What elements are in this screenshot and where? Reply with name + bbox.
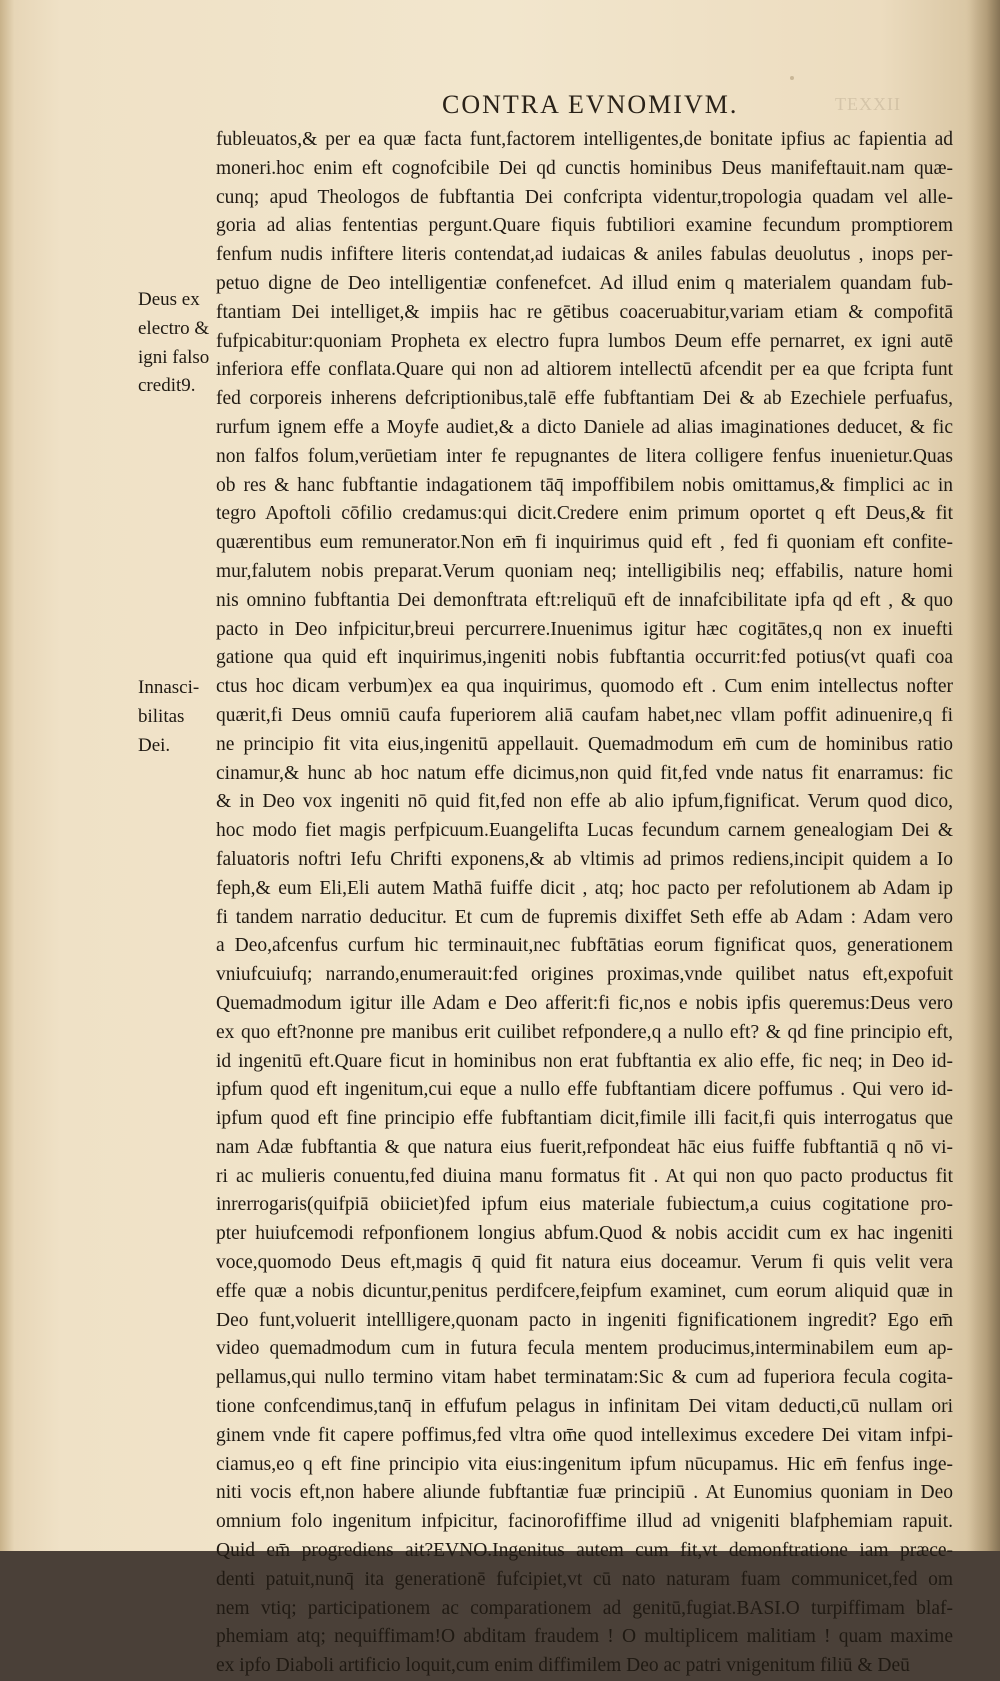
text-line: voce,quomodo Deus eft,magis q̄ quid fit natura eius doceamur. Verum fi quis velit vera [216,1252,953,1274]
text-line: inferiora effe conflata.Quare qui non ad altiorem intellectū afcendit per ea que fcripta funt [216,359,953,381]
text-line: ginem vnde fit capere poffimus,fed vltra om̄e quod intelleximus excedere Dei vitam infpi- [216,1424,953,1446]
text-line: niti vocis eft,non habere aliunde fubftantiæ fuæ principiū . At Eunomius quoniam in Deo [216,1482,953,1504]
text-line: Quid em̄ progrediens ait?EVNO.Ingenitus autem cum fit,vt demonftratione iam præce- [216,1540,953,1562]
text-line: denti patuit,nunq̄ ita generationē fufcipiet,vt cū nato naturam fuam communicet,fed om [216,1568,953,1590]
text-line: ob res & hanc fubftantie indagationem tāq̄ impoffibilem nobis omittamus,& fimplici ac in [216,474,953,496]
text-line: nam Adæ fubftantia & que natura eius fuerit,refpondeat hāc eius fuiffe fubftantiā q nō vi- [216,1136,953,1158]
text-line: vniufcuiufq; narrando,enumerauit:fed origines proximas,vnde quilibet natus eft,expofuit [216,964,953,986]
text-line: pter huiufcemodi refponfionem longius abfum.Quod & nobis accidit cum ex hac ingeniti [216,1223,953,1245]
text-line: moneri.hoc enim eft cognofcibile Dei qd cunctis hominibus Deus manifeftauit.nam quæ- [216,157,953,179]
text-line: omnium folo ingenitum infpicitur, facinorofiffime illud ad vnigeniti blafphemiam rapuit. [216,1511,953,1533]
text-line: effe quæ a nobis dicuntur,penitus perdifcere,feipfum examinet, cum eorum aliquid quæ in [216,1280,953,1302]
text-line: ri ac mulieris conuentu,fed diuina manu formatus fit . At qui non quo pacto productus fit [216,1165,953,1187]
text-line: feph,& eum Eli,Eli autem Mathā fuiffe dicit , atq; hoc pacto per refolutionem ab Adam ip [216,877,953,899]
text-line: faluatoris noftri Iefu Chrifti exponens,& ab vltimis ad primos rediens,incipit quidem a Io [216,848,953,870]
margin-note-line: credit9. [138,375,196,397]
text-line: nis omnino fubftantia Dei demonftrata eft:reliquū eft de innafcibilitate ipfa qd eft , & quo [216,589,953,611]
text-line: ipfum quod eft fine principio effe fubftantiam dicit,fimile illi facit,fi quis interrogatus que [216,1108,953,1130]
margin-note-deus-ex-electro [138,286,216,401]
text-line: ne principio fit vita eius,ingenitū appellauit. Quemadmodum em̄ cum de hominibus ratio [216,733,953,755]
text-line: cunq; apud Theologos de fubftantia Dei confcripta videntur,tropologia quadam vel alle- [216,186,953,208]
text-line: tegro Apoftoli cōfilio credamus:qui dicit.Credere enim primum oportet q eft Deus,& fit [216,503,953,525]
text-line: fi tandem narratio deducitur. Et cum de fupremis dixiffet Seth effe ab Adam : Adam vero [216,906,953,928]
text-line: tione confcendimus,tanq̄ in effufum pelagus in infinitam Dei vitam deducti,cū nullam ori [216,1396,953,1418]
text-line: id ingenitū eft.Quare ficut in hominibus non erat fubftantia ex alio effe, fic neq; in Deo id- [216,1050,953,1072]
running-head: CONTRA EVNOMIVM. [442,90,739,119]
text-line: ipfum quod eft ingenitum,cui eque a nullo effe fubftantiam dicere poffumus . Qui vero id- [216,1079,953,1101]
text-line: video quemadmodum cum in futura fecula mentem producimus,interminabilem eum ap- [216,1338,953,1360]
margin-note-line: electro & [138,317,210,339]
text-line: ftantiam Dei intelliget,& impiis hac re gētibus coaceruabitur,variam etiam & compofitā [216,301,953,323]
text-line: fufpicabitur:quoniam Propheta ex electro fupra lumbos Deum effe pernarret, ex igni autē [216,330,953,352]
text-line: petuo digne de Deo intelligentiæ confenefcet. Ad illud enim q materialem quandam fub- [216,272,953,294]
margin-note-innascibilitas [138,674,216,760]
text-line: ctus hoc dicam verbum)ex ea qua inquirimus, quomodo eft . Cum enim intellectus nofter [216,676,953,698]
text-line: & in Deo vox ingeniti nō quid fit,fed non effe ab alio ipfum,fignificat. Verum quod dico, [216,791,953,813]
text-line: rurfum ignem effe a Moyfe audiet,& a dicto Daniele ad alias imaginationes deducet, & fic [216,416,953,438]
text-line: pacto in Deo infpicitur,breui percurrere.Inuenimus igitur hæc cogitātes,q non ex inuefti [216,618,953,640]
show-through-text: TEXXII [835,94,901,114]
text-line: non falfos folum,verūetiam inter fe repugnantes de litera colligere fenfus inuenietur.Quas [216,445,953,467]
text-line: gatione qua quid eft inquirimus,ingeniti nobis fubftantia occurrit:fed potius(vt quafi coa [216,647,953,669]
text-line: nem vtiq; participationem ac comparationem ad genitū,fugiat.BASI.O turpiffimam blaf- [216,1597,953,1619]
text-line: fubleuatos,& per ea quæ facta funt,factorem intelligentes,de bonitate ipfius ac fapientia ad [216,129,953,150]
margin-note-line: bilitas [138,705,185,727]
margin-note-line: igni falso [138,346,210,368]
text-line: fenfum nudis infiftere literis contendat,ad iudaicas & aniles fabulas deuolutus , inops per- [216,244,953,266]
text-line: quærit,fi Deus omniū caufa fuperiorem aliā caufam habet,nec vllam poffit adinuenire,q fi [216,704,953,726]
text-line: ciamus,eo q eft fine principio vita eius:ingenitum ipfum nūcupamus. Hic em̄ fenfus inge- [216,1453,953,1475]
text-line: phemiam atq; nequiffimam!O abditam fraudem ! O multiplicem malitiam ! quam maxime [216,1626,953,1648]
text-line: pellamus,qui nullo termino vitam habet terminatam:Sic & cum ad fuperiora fecula cogita- [216,1367,953,1389]
text-line: quærentibus eum remunerator.Non em̄ fi inquirimus quid eft , fed fi quoniam eft confite- [216,532,953,554]
text-line: ex quo eft?nonne pre manibus erit cuilibet refpondere,q a nullo eft? & qd fine principio eft, [216,1021,953,1043]
text-line: hoc modo fiet magis perfpicuum.Euangelifta Lucas fecundum carnem genealogiam Dei & [216,820,953,842]
text-line: inrerrogaris(quifpiā obiiciet)fed ipfum eius materiale fubiectum,a cuius cogitatione pro- [216,1194,953,1216]
text-line: goria ad alias fententias pergunt.Quare fiquis fubtiliori examine fecundum promptiorem [216,215,953,237]
page-left-edge [0,0,14,1551]
margin-note-line: Dei. [138,734,171,756]
text-line: ex ipfo Diaboli artificio loquit,cum enim diffimilem Deo ac patri vnigenitum filiū & Deū [216,1655,910,1677]
text-line: Deo funt,voluerit intellligere,quonam pacto in ingeniti fignificationem ingredit? Ego em̄ [216,1309,953,1331]
gutter-shadow [966,0,1000,1551]
text-line: a Deo,afcenfus curfum hic terminauit,nec fubftātias eorum fignificat quos, generationem [216,935,953,957]
text-line: fed corporeis inherens defcriptionibus,talē effe fubftantiam Dei & ab Ezechiele perfuafus, [216,388,953,410]
margin-note-line: Deus ex [138,289,200,310]
margin-note-line: Innasci- [138,677,200,698]
text-line: cinamur,& hunc ab hoc natum effe dicimus,non quid fit,fed vnde natus fit enarramus: fic [216,762,953,784]
main-text-column [216,126,953,1681]
text-line: mur,falutem nobis preparat.Verum quoniam neq; intelligibilis neq; effabilis, nature homi [216,560,953,582]
text-line: Quemadmodum igitur ille Adam e Deo afferit:fi fic,nos e nobis ipfis queremus:Deus vero [216,992,953,1014]
